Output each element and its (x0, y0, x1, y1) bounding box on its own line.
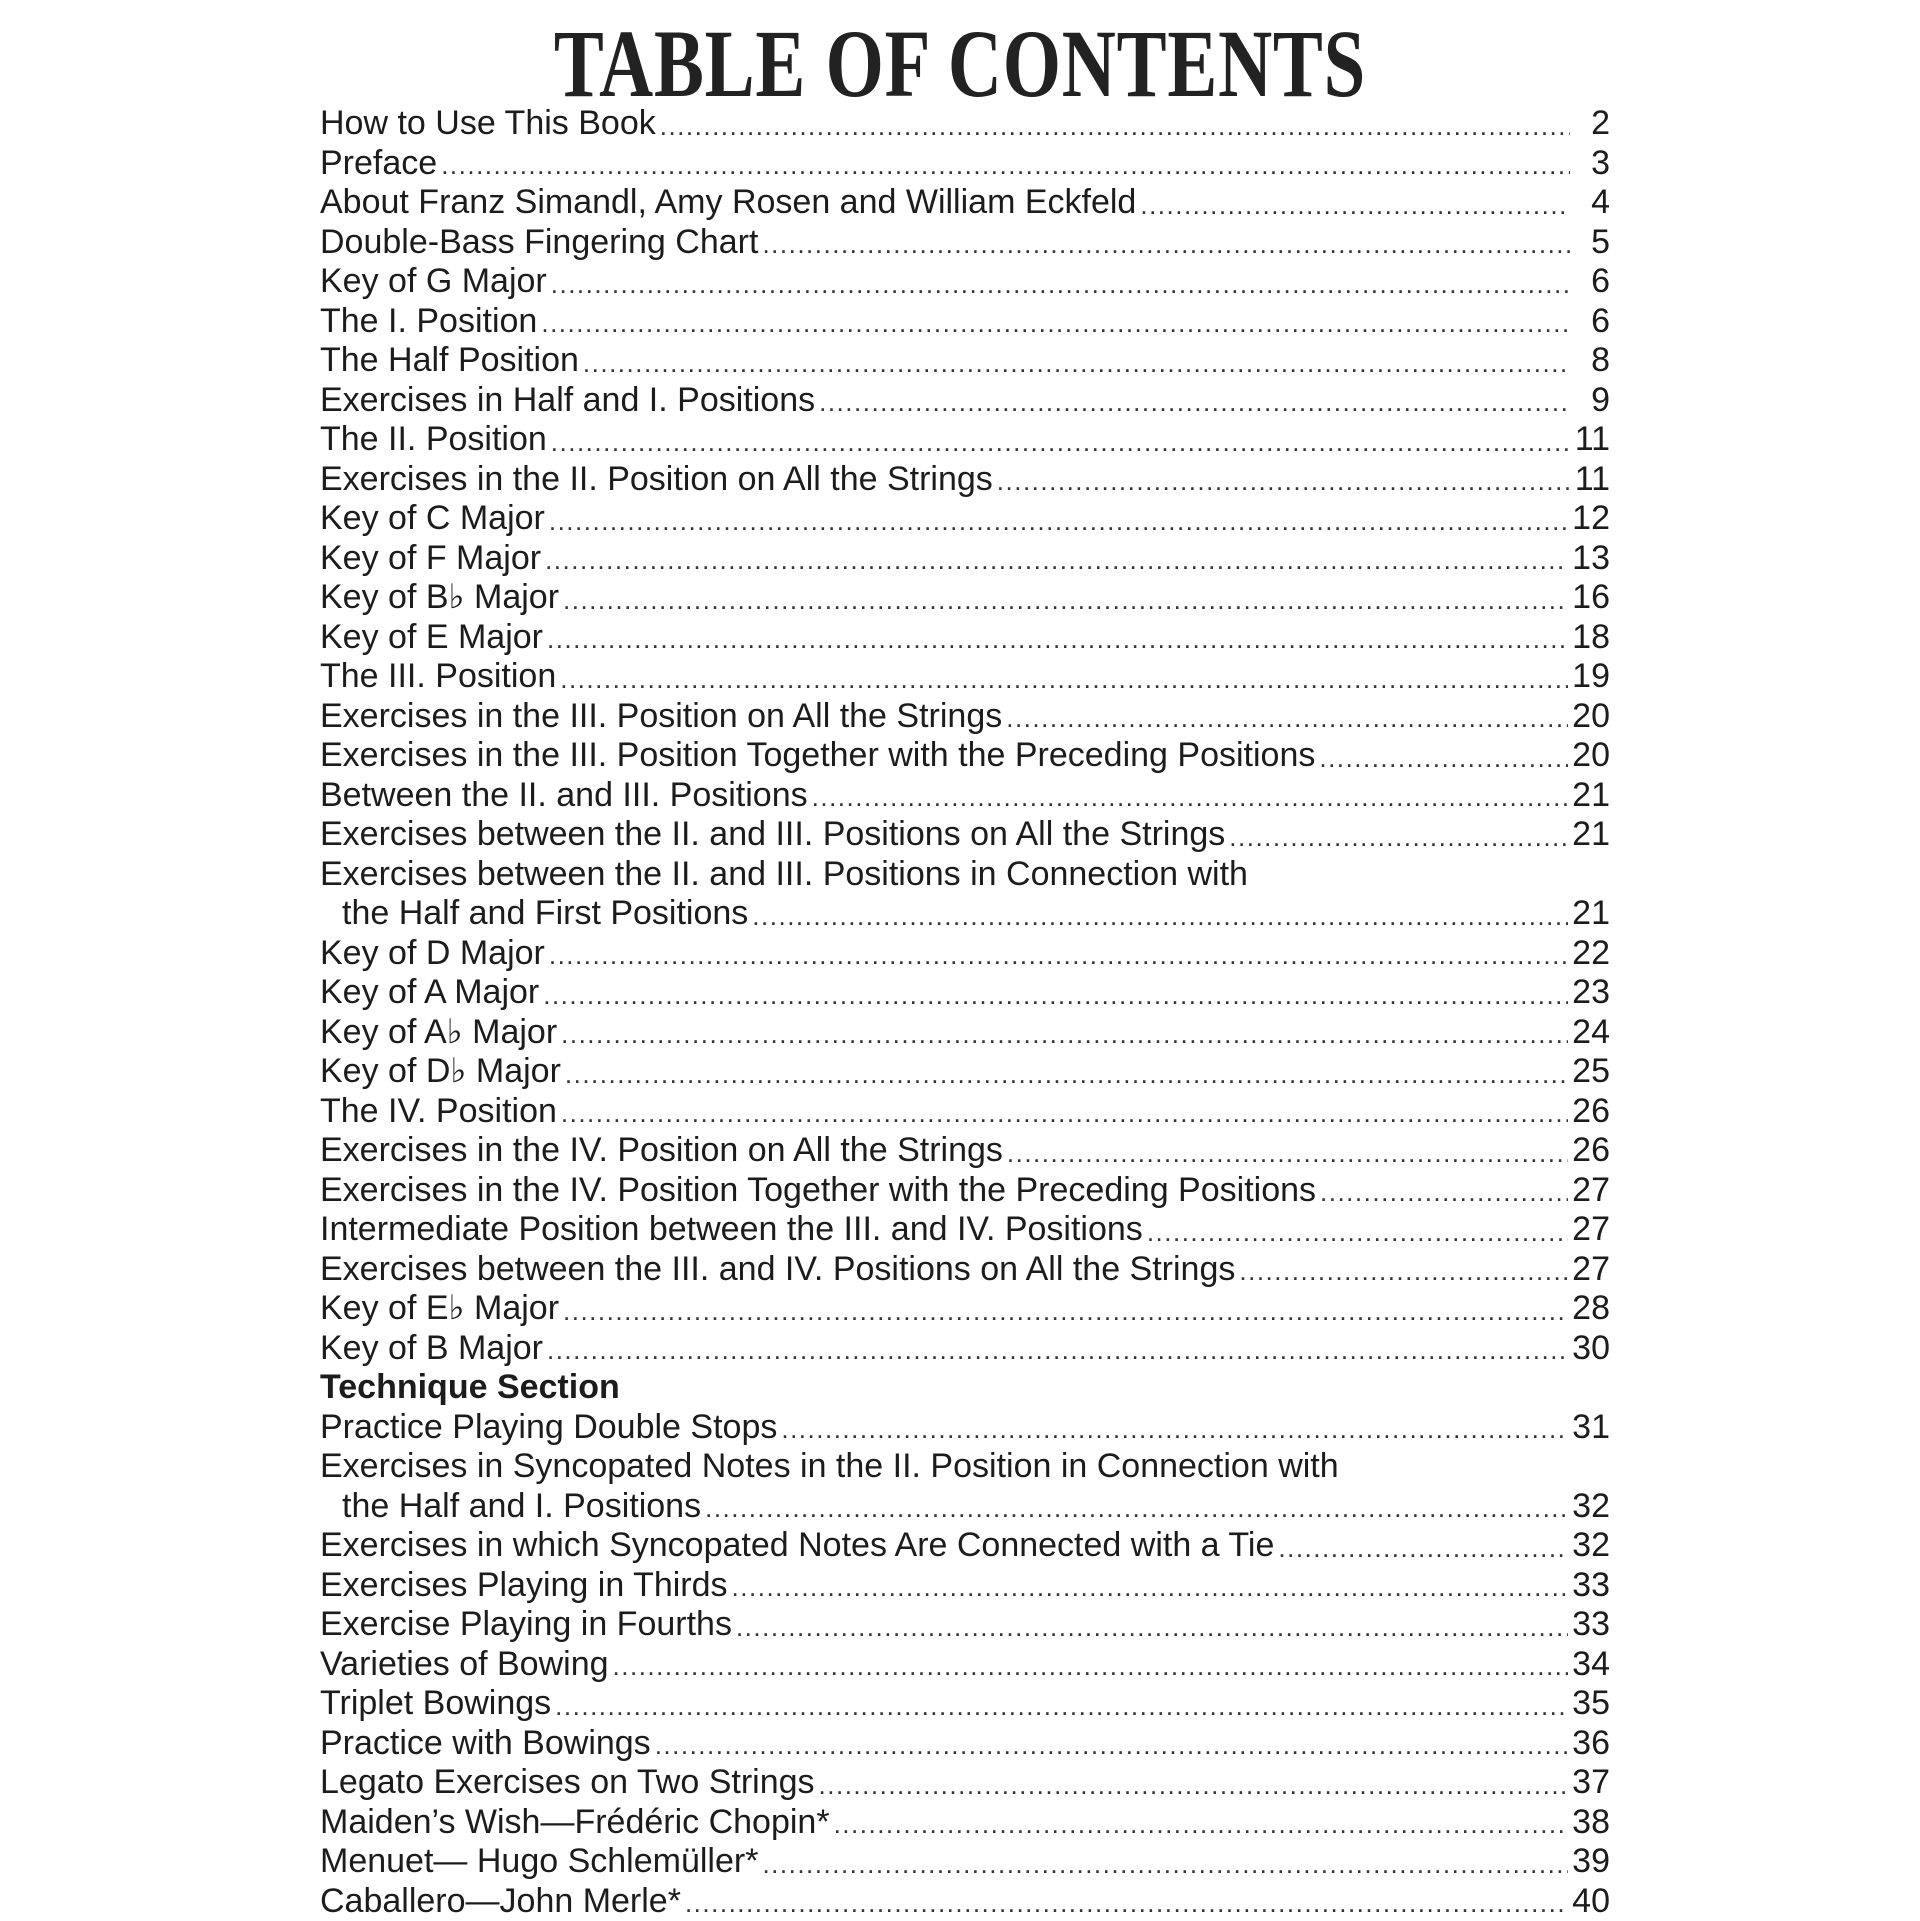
toc-entry-page-number: 21 (1572, 894, 1610, 934)
toc-entry (320, 1329, 1610, 1369)
toc-entry-label: The Half Position (320, 341, 579, 381)
toc-entry-page-number: 11 (1574, 460, 1610, 500)
toc-entry-page-number: 21 (1572, 815, 1610, 855)
dot-leader (563, 1293, 1568, 1329)
toc-entry (320, 934, 1610, 974)
toc-entry-label: Key of E♭ Major (320, 1289, 559, 1329)
dot-leader (1140, 187, 1570, 223)
toc-entry-label: The II. Position (320, 420, 547, 460)
toc-entry-page-number: 6 (1574, 262, 1610, 302)
toc-entry-page-number: 37 (1572, 1763, 1610, 1803)
toc-entry-label: Key of F Major (320, 539, 541, 579)
toc-entry (320, 736, 1610, 776)
toc-entry-page-number: 33 (1572, 1605, 1610, 1645)
toc-entry-label: Exercises between the II. and III. Positions in Connection with (320, 855, 1248, 895)
toc-entry (320, 460, 1610, 500)
dot-leader (1278, 1530, 1568, 1566)
dot-leader (547, 1332, 1568, 1368)
toc-entry-label: Caballero—John Merle* (320, 1882, 681, 1921)
dot-leader (1007, 1135, 1568, 1171)
dot-leader (1147, 1214, 1568, 1250)
dot-leader (819, 384, 1570, 420)
toc-entry-label: How to Use This Book (320, 104, 656, 144)
toc-entry-label: The IV. Position (320, 1092, 557, 1132)
toc-entry-label: Key of G Major (320, 262, 547, 302)
dot-leader (1239, 1253, 1568, 1289)
dot-leader (549, 937, 1568, 973)
toc-entry-label: Exercises Playing in Thirds (320, 1566, 728, 1606)
dot-leader (660, 108, 1570, 144)
toc-entry (320, 657, 1610, 697)
dot-leader (834, 1806, 1569, 1842)
dot-leader (752, 898, 1568, 934)
toc-entry (320, 144, 1610, 184)
toc-entry (320, 1408, 1610, 1448)
dot-leader (705, 1490, 1568, 1526)
toc-entry-page-number: 27 (1572, 1171, 1610, 1211)
toc-entry-label: Key of C Major (320, 499, 545, 539)
toc-entry-label: Exercises in Syncopated Notes in the II. Position in Connection with (320, 1447, 1339, 1487)
dot-leader (563, 582, 1568, 618)
dot-leader (997, 463, 1570, 499)
toc-entry (320, 776, 1610, 816)
toc-entry (320, 1289, 1610, 1329)
toc-entry (320, 341, 1610, 381)
toc-entry-page-number: 24 (1572, 1013, 1610, 1053)
toc-entry (320, 578, 1610, 618)
toc-entry (320, 1487, 1610, 1527)
toc-entry (320, 1566, 1610, 1606)
toc-entry (320, 815, 1610, 855)
dot-leader (685, 1885, 1568, 1921)
dot-leader (655, 1727, 1568, 1763)
dot-leader (547, 621, 1568, 657)
toc-entry-page-number: 9 (1574, 381, 1610, 421)
toc-entry-page-number: 36 (1572, 1724, 1610, 1764)
toc-entry (320, 1605, 1610, 1645)
dot-leader (762, 1846, 1568, 1882)
toc-entry-page-number: 8 (1574, 341, 1610, 381)
dot-leader (565, 1056, 1568, 1092)
toc-entry (320, 1882, 1610, 1921)
toc-entry-page-number: 21 (1572, 776, 1610, 816)
dot-leader (561, 1095, 1568, 1131)
toc-entry-label: Varieties of Bowing (320, 1645, 609, 1685)
section-heading: Technique Section (320, 1368, 1610, 1408)
toc-entry (320, 1092, 1610, 1132)
toc-entry-page-number: 6 (1574, 302, 1610, 342)
toc-entry (320, 1724, 1610, 1764)
toc-entry-label: Key of A Major (320, 973, 539, 1013)
dot-leader (762, 226, 1570, 262)
toc-entry-label: Exercises in which Syncopated Notes Are Connected with a Tie (320, 1526, 1274, 1566)
toc-entry-page-number: 19 (1572, 657, 1610, 697)
toc-entry-label: Exercises in the IV. Position Together with the Preceding Positions (320, 1171, 1316, 1211)
toc-entry-page-number: 31 (1572, 1408, 1610, 1448)
toc-entry (320, 262, 1610, 302)
toc-entry-page-number: 32 (1572, 1487, 1610, 1527)
dot-leader (819, 1767, 1569, 1803)
toc-entry (320, 420, 1610, 460)
toc-entry-page-number: 25 (1572, 1052, 1610, 1092)
toc-entry-label: About Franz Simandl, Amy Rosen and William Eckfeld (320, 183, 1136, 223)
toc-entry-label: Exercises in Half and I. Positions (320, 381, 815, 421)
toc-entry (320, 1210, 1610, 1250)
toc-entry-label: The III. Position (320, 657, 556, 697)
toc-entry-label: Practice with Bowings (320, 1724, 651, 1764)
toc-entry (320, 1803, 1610, 1843)
toc-entry-label: Key of B Major (320, 1329, 543, 1369)
toc-entry-page-number: 35 (1572, 1684, 1610, 1724)
toc-entry-page-number: 28 (1572, 1289, 1610, 1329)
toc-entry-page-number: 26 (1572, 1131, 1610, 1171)
toc-entry-page-number: 20 (1572, 736, 1610, 776)
toc-entry-page-number: 26 (1572, 1092, 1610, 1132)
dot-leader (545, 542, 1568, 578)
toc-entry (320, 1645, 1610, 1685)
toc-entry-label: Triplet Bowings (320, 1684, 551, 1724)
toc-entry-label: Exercises in the IV. Position on All the Strings (320, 1131, 1003, 1171)
toc-entry (320, 1447, 1610, 1487)
toc-entry-page-number: 38 (1572, 1803, 1610, 1843)
toc-entry (320, 1763, 1610, 1803)
toc-entry-label: Exercises between the II. and III. Positions on All the Strings (320, 815, 1225, 855)
toc-entry-page-number: 3 (1574, 144, 1610, 184)
toc-entry (320, 973, 1610, 1013)
toc-entry-label: Key of A♭ Major (320, 1013, 557, 1053)
dot-leader (549, 503, 1568, 539)
toc-entry-label: Exercises between the III. and IV. Positions on All the Strings (320, 1250, 1235, 1290)
toc-entry-page-number: 13 (1572, 539, 1610, 579)
toc-entry-page-number: 5 (1574, 223, 1610, 263)
toc-entry (320, 499, 1610, 539)
toc-entry-page-number: 12 (1572, 499, 1610, 539)
toc-entry (320, 1052, 1610, 1092)
dot-leader (551, 424, 1570, 460)
dot-leader (1006, 700, 1568, 736)
toc-entry-page-number: 39 (1572, 1842, 1610, 1882)
toc-entry-label: Exercises in the II. Position on All the Strings (320, 460, 993, 500)
toc-entry-label: Exercises in the III. Position Together with the Preceding Positions (320, 736, 1315, 776)
toc-entry-label: Between the II. and III. Positions (320, 776, 808, 816)
toc-entry (320, 1526, 1610, 1566)
dot-leader (561, 1016, 1568, 1052)
toc-entry-page-number: 33 (1572, 1566, 1610, 1606)
toc-entry-label: Preface (320, 144, 437, 184)
dot-leader (1229, 819, 1568, 855)
dot-leader (613, 1648, 1569, 1684)
toc-entry-label: The I. Position (320, 302, 537, 342)
toc-entry (320, 381, 1610, 421)
toc-entry-label: the Half and First Positions (320, 894, 748, 934)
toc-entry-label: Key of D♭ Major (320, 1052, 561, 1092)
toc-entry-label: Key of B♭ Major (320, 578, 559, 618)
toc-entry (320, 1684, 1610, 1724)
toc-entry-page-number: 11 (1574, 420, 1610, 460)
toc-entry-page-number: 27 (1572, 1210, 1610, 1250)
dot-leader (1320, 1174, 1568, 1210)
toc-entry-page-number: 22 (1572, 934, 1610, 974)
toc-entry-page-number: 30 (1572, 1329, 1610, 1369)
dot-leader (812, 779, 1569, 815)
dot-leader (543, 977, 1568, 1013)
toc-entry-label: Intermediate Position between the III. and IV. Positions (320, 1210, 1143, 1250)
dot-leader (1319, 740, 1568, 776)
toc-entry-label: Menuet— Hugo Schlemüller* (320, 1842, 758, 1882)
toc-entry (320, 894, 1610, 934)
toc-entry-page-number: 32 (1572, 1526, 1610, 1566)
dot-leader (583, 345, 1570, 381)
dot-leader (551, 266, 1570, 302)
toc-entry-label: Practice Playing Double Stops (320, 1408, 777, 1448)
toc-entry-label: Maiden’s Wish—Frédéric Chopin* (320, 1803, 830, 1843)
toc-list (320, 104, 1610, 1921)
toc-entry (320, 855, 1610, 895)
toc-main-entries (320, 104, 1610, 1368)
toc-entry-page-number: 23 (1572, 973, 1610, 1013)
toc-entry-page-number: 2 (1574, 104, 1610, 144)
toc-entry-page-number: 16 (1572, 578, 1610, 618)
dot-leader (555, 1688, 1568, 1724)
toc-entry-label: Double-Bass Fingering Chart (320, 223, 758, 263)
toc-entry (320, 618, 1610, 658)
toc-entry-label: Exercises in the III. Position on All the Strings (320, 697, 1002, 737)
toc-entry (320, 104, 1610, 144)
toc-entry-page-number: 18 (1572, 618, 1610, 658)
toc-entry-page-number: 20 (1572, 697, 1610, 737)
dot-leader (781, 1411, 1568, 1447)
page-title: TABLE OF CONTENTS (211, 14, 1709, 114)
toc-entry (320, 1131, 1610, 1171)
toc-entry-label: Legato Exercises on Two Strings (320, 1763, 815, 1803)
toc-entry (320, 1171, 1610, 1211)
toc-entry (320, 183, 1610, 223)
toc-entry-label: Exercise Playing in Fourths (320, 1605, 732, 1645)
toc-entry-page-number: 4 (1574, 183, 1610, 223)
dot-leader (736, 1609, 1568, 1645)
toc-entry-label: Key of D Major (320, 934, 545, 974)
dot-leader (560, 661, 1568, 697)
toc-entry (320, 223, 1610, 263)
toc-entry (320, 302, 1610, 342)
toc-entry-page-number: 34 (1572, 1645, 1610, 1685)
dot-leader (732, 1569, 1569, 1605)
toc-entry (320, 697, 1610, 737)
toc-entry-label: the Half and I. Positions (320, 1487, 701, 1527)
toc-entry (320, 1842, 1610, 1882)
toc-entry-label: Key of E Major (320, 618, 543, 658)
toc-technique-entries (320, 1408, 1610, 1921)
toc-entry-page-number: 40 (1572, 1882, 1610, 1921)
dot-leader (541, 305, 1570, 341)
toc-entry (320, 539, 1610, 579)
dot-leader (441, 147, 1570, 183)
toc-entry (320, 1250, 1610, 1290)
toc-entry-page-number: 27 (1572, 1250, 1610, 1290)
toc-entry (320, 1013, 1610, 1053)
